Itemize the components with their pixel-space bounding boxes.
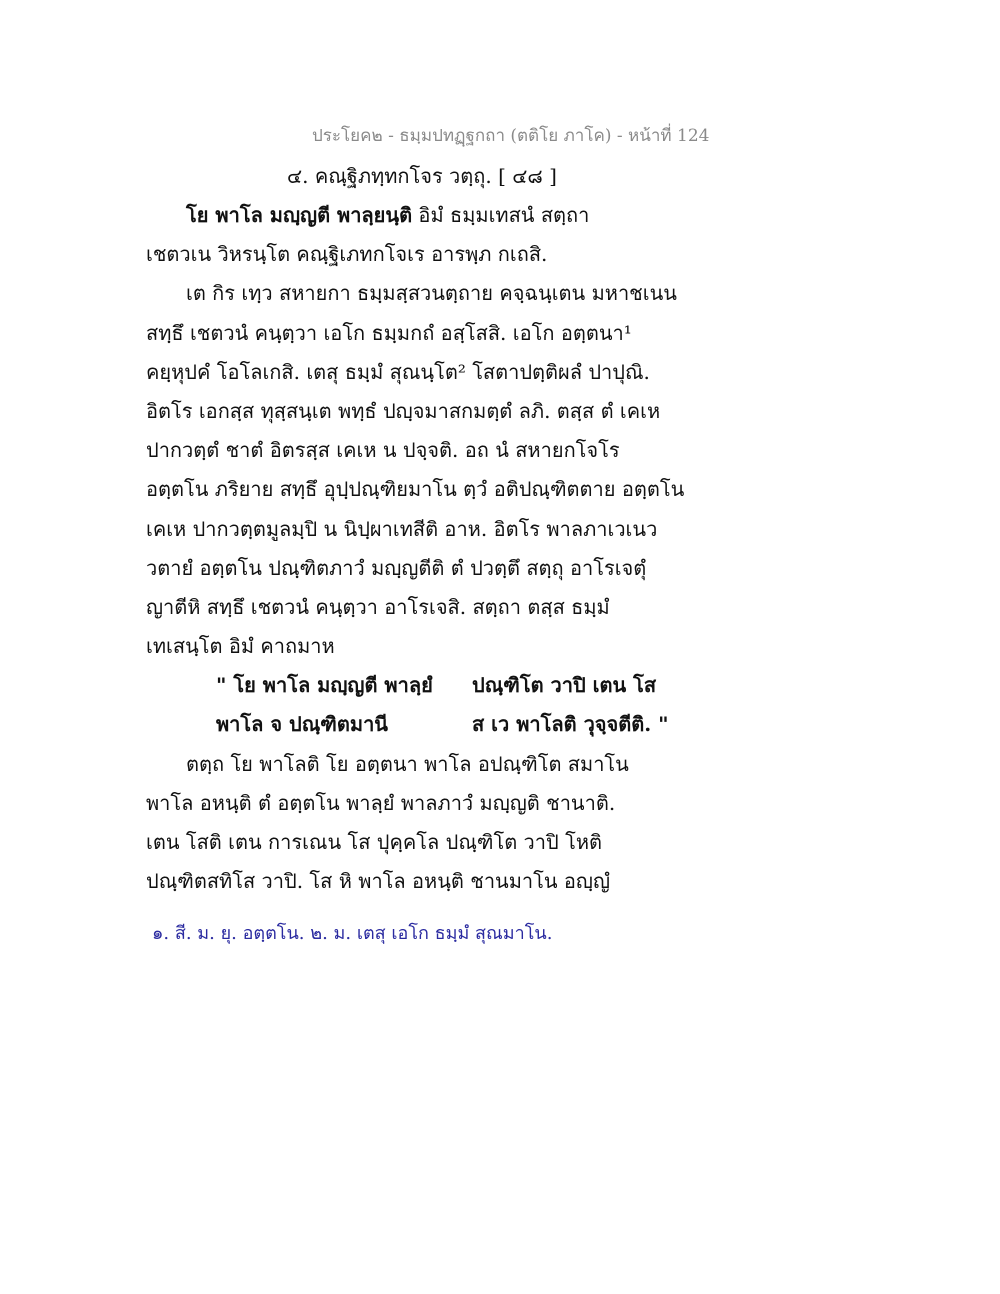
body-line: เคเห ปากวตฺตมูลมฺปิ น นิปฺผาเทสีติ อาห. อิตโร พาลภาเวเนว	[146, 516, 658, 541]
body-line	[146, 196, 706, 235]
body-line: ปากวตฺตํ ชาตํ อิตรสฺส เคเห น ปจฺจติ. อถ นํ สหายกโจโร	[146, 438, 620, 463]
body-line: วตายํ อตฺตโน ปณฺฑิตภาวํ มญฺญตีติ ตํ ปวตฺตึ สตฺถุ อาโรเจตุํ	[146, 555, 647, 580]
body-line: สทฺธึ เชตวนํ คนฺตฺวา เอโก ธมฺมกถํ อสฺโสสิ. เอโก อตฺตนา¹	[146, 320, 632, 345]
verse-line-2	[146, 705, 706, 744]
body-line: เตน โสติ เตน การเณน โส ปุคฺคโล ปณฺฑิโต วาปิ โหติ	[146, 830, 602, 854]
verse-line-1-left: " โย พาโล มญฺญตี พาลฺยํ	[216, 673, 433, 698]
body-line: ตตฺถ โย พาโลติ โย อตฺตนา พาโล อปณฺฑิโต สมาโน	[186, 751, 629, 776]
body-line: เชตวเน วิหรนฺโต คณฺฐิเภทกโจเร อารพฺภ กเถสิ.	[146, 242, 548, 267]
verse-line-1	[146, 666, 706, 705]
body-line: อิตโร เอกสฺส ทุสฺสนฺเต พทฺธํ ปญฺจมาสกมตฺตํ ลภิ. ตสฺส ตํ เคเห	[146, 398, 661, 423]
body-line-rest: อิมํ ธมฺมเทสนํ สตฺถา	[412, 203, 590, 227]
body-line: เทเสนฺโต อิมํ คาถมาห	[146, 634, 335, 659]
footnote: ๑. สี. ม. ยุ. อตฺตโน. ๒. ม. เตสุ เอโก ธมฺมํ สุณมาโน.	[152, 923, 553, 944]
body-line: ปณฺฑิตสทิโส วาปิ. โส หิ พาโล อหนฺติ ชานมาโน อญฺญํ	[146, 869, 610, 894]
body-line: คยฺหุปคํ โอโลเกสิ. เตสุ ธมฺมํ สุณนฺโต² โสตาปตฺติผลํ ปาปุณิ.	[146, 359, 650, 384]
verse-line-2-right: ส เว พาโลติ วุจฺจตีติ. "	[472, 712, 669, 737]
verse-line-1-right: ปณฺฑิโต วาปิ เตน โส	[472, 673, 657, 698]
body-line: ญาตีหิ สทฺธึ เชตวนํ คนฺตฺวา อาโรเจสิ. สตฺถา ตสฺส ธมฺมํ	[146, 594, 610, 619]
section-title: ๔. คณฺฐิภทฺทกโจร วตฺถุ. [ ๔๘ ]	[287, 164, 557, 188]
quoted-verse-opening: โย พาโล มญฺญตี พาลฺยนฺติ	[186, 203, 413, 227]
body-line: เต กิร เทฺว สหายกา ธมฺมสฺสวนตฺถาย คจฺฉนฺเตน มหาชเนน	[186, 281, 677, 306]
body-text	[146, 196, 706, 901]
verse-line-2-left: พาโล จ ปณฺฑิตมานี	[216, 712, 388, 737]
running-head: ประโยค๒ - ธมฺมปทฏฺฐกถา (ตติโย ภาโค) - หน้าที่ 124	[312, 126, 710, 146]
body-line: อตฺตโน ภริยาย สทฺธึ อุปฺปณฺฑิยมาโน ตฺวํ อติปณฺฑิตตาย อตฺตโน	[146, 477, 685, 502]
body-line: พาโล อหนฺติ ตํ อตฺตโน พาลฺยํ พาลภาวํ มญฺญติ ชานาติ.	[146, 790, 616, 815]
